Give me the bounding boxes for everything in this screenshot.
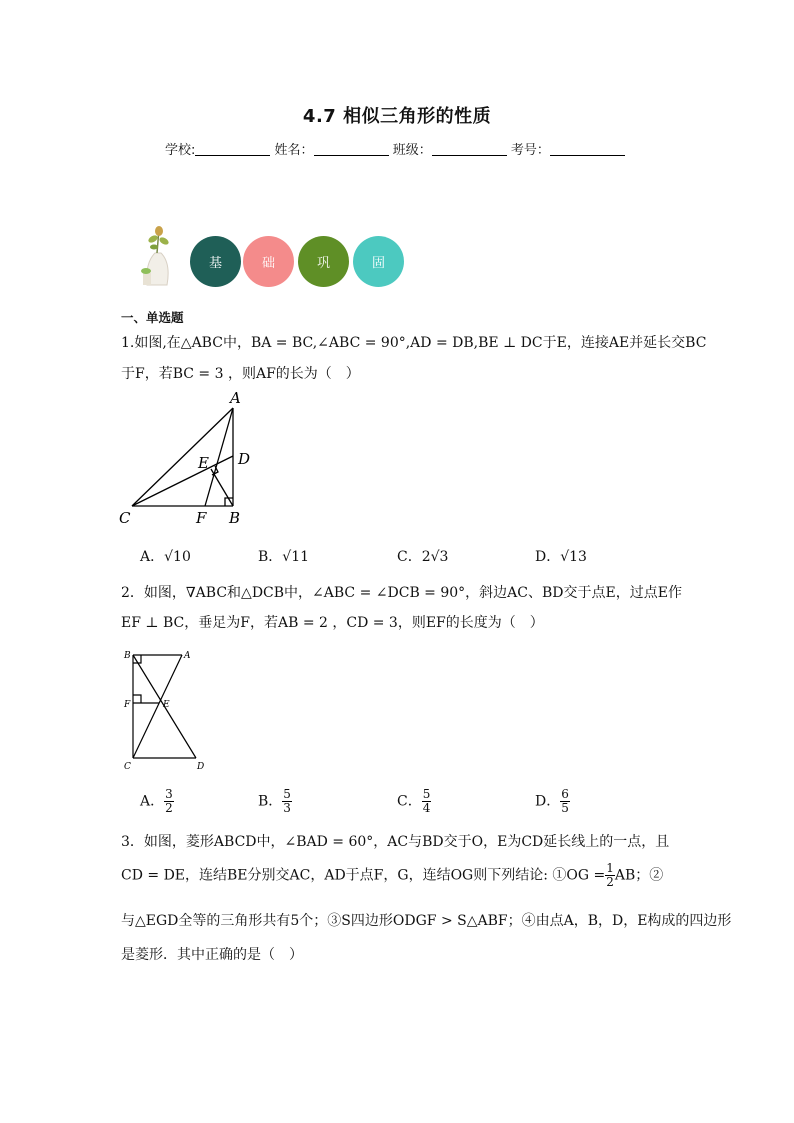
q2-label-C: C [124,762,131,772]
q1-figure [115,388,260,528]
q2-option-d-fraction: $\frac{6}{5}$ [561,787,569,815]
school-blank [195,142,270,156]
plant-vase-image [137,223,181,289]
class-label: 班级： [392,143,432,158]
banner-circle-1: 基 [190,236,241,287]
q1-label-C: C [119,509,131,527]
banner-circle-4: 固 [353,236,404,287]
section-heading: 一、单选题 [121,310,184,325]
banner-circle-3: 巩 [298,236,349,287]
school-label: 学校: [165,143,196,158]
q3-line-3: 与△EGD全等的三角形共有5个；③S四边形ODGF > S△ABF；④由点A，B，D，E构成的四边形 [121,913,732,929]
name-label: 姓名： [274,143,314,158]
q1-label-D: D [238,450,251,468]
q1-option-b[interactable]: B．√11 [258,549,310,565]
name-blank [314,142,389,156]
q2-line-1: 2．如图，∇ABC和△DCB中，∠ABC = ∠DCB = 90°，斜边AC、BD交于点E，过点E作 [121,585,682,601]
q2-line-2: EF ⊥ BC，垂足为F，若AB = 2 ，CD = 3，则EF的长度为（ ） [121,615,544,631]
q2-option-d[interactable]: D． $\frac{6}{5}$ [535,787,569,815]
q1-line-2: 于F，若BC = 3 ，则AF的长为（ ） [121,366,360,382]
q2-figure [120,645,210,775]
q2-option-b-fraction: $\frac{5}{3}$ [283,787,291,815]
q1-label-B: B [229,509,241,527]
q2-label-E: E [163,700,170,710]
q3-line-2: CD = DE，连结BE分别交AC，AD于点F，G，连结OG则下列结论: ①OG = $\frac{1}{2}$ AB；② [121,861,664,889]
q3-line-1: 3．如图，菱形ABCD中，∠BAD = 60°，AC与BD交于O，E为CD延长线上的一点，且 [121,834,670,850]
number-label: 考号： [510,143,550,158]
number-blank [550,142,625,156]
q2-label-F: F [124,700,131,710]
class-blank [432,142,507,156]
q2-option-c-fraction: $\frac{5}{4}$ [422,787,431,815]
q1-option-c[interactable]: C．2√3 [397,549,449,565]
q2-option-c[interactable]: C． $\frac{5}{4}$ [397,787,431,815]
q2-label-A: A [184,651,191,661]
q2-label-B: B [124,651,131,661]
q2-option-a-fraction: $\frac{3}{2}$ [165,787,173,815]
q1-label-F: F [196,509,207,527]
page-title: 4.7 相似三角形的性质 [302,106,492,127]
q1-line-1: 1.如图,在△ABC中，BA = BC,∠ABC = 90°,AD = DB,BE ⊥ DC于E，连接AE并延长交BC [121,335,707,351]
q2-label-D: D [197,762,205,772]
q2-option-b[interactable]: B． $\frac{5}{3}$ [258,787,291,815]
q1-option-a[interactable]: A．√10 [140,549,191,565]
q1-option-d[interactable]: D．√13 [535,549,587,565]
q3-line-4: 是菱形．其中正确的是（ ） [121,947,303,963]
banner-circle-2: 础 [243,236,294,287]
q2-option-a[interactable]: A． $\frac{3}{2}$ [140,787,173,815]
student-info-row [165,139,625,158]
q3-half-fraction: $\frac{1}{2}$ [606,861,614,889]
q1-label-A: A [230,389,241,407]
q1-label-E: E [198,454,209,472]
